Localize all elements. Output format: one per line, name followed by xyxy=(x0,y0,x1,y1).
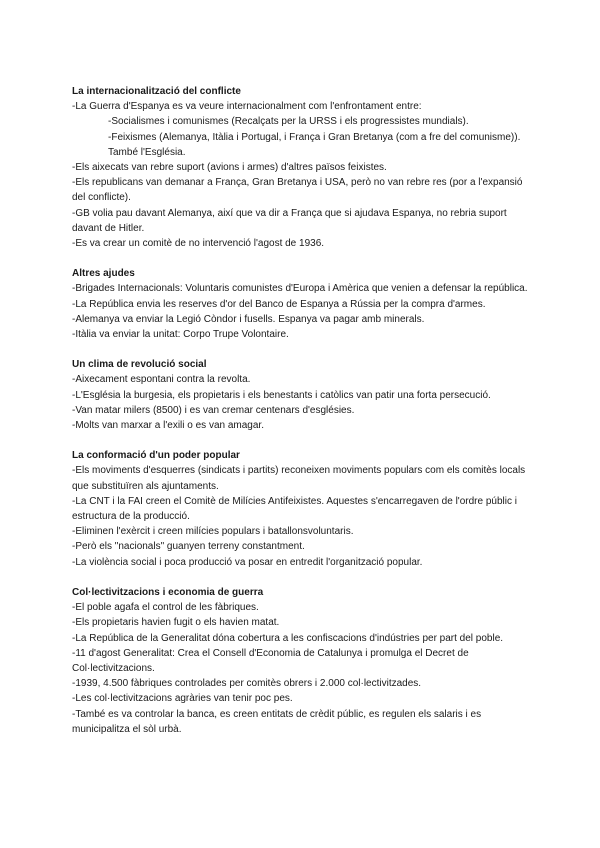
section-heading: Un clima de revolució social xyxy=(72,359,207,371)
section-poder-popular xyxy=(72,448,534,570)
list-item: -Alemanya va enviar la Legió Còndor i fusells. Espanya va pagar amb minerals. xyxy=(72,313,425,325)
list-item: -1939, 4.500 fàbriques controlades per comitès obrers i 2.000 col·lectivitzades. xyxy=(72,678,422,690)
section-internacionalitzacio xyxy=(72,84,534,251)
list-item: -L'Església la burgesia, els propietaris i els benestants i catòlics van patir una forta persecució. xyxy=(72,389,491,401)
list-item: -Es va crear un comitè de no intervenció l'agost de 1936. xyxy=(72,238,325,250)
list-item: -També es va controlar la banca, es creen entitats de crèdit públic, es regulen els salaris i es municipalitza el sòl urbà. xyxy=(72,708,482,735)
list-item: -Els propietaris havien fugit o els havien matat. xyxy=(72,617,280,629)
list-item-indented: -Feixismes (Alemanya, Itàlia i Portugal, i França i Gran Bretanya (com a fre del comunisme)). També l'Església. xyxy=(108,131,521,158)
section-clima-revolucio xyxy=(72,357,534,433)
document-body xyxy=(72,84,534,752)
list-item: -La CNT i la FAI creen el Comitè de Milícies Antifeixistes. Aquestes s'encarregaven de l'ordre públic i estructura de la producció. xyxy=(72,495,517,523)
section-heading: La conformació d'un poder popular xyxy=(72,450,240,462)
list-item: -Van matar milers (8500) i es van cremar centenars d'esglésies. xyxy=(72,404,355,416)
list-item: -La República envia les reserves d'or del Banco de Espanya a Rússia per la compra d'armes. xyxy=(72,298,486,310)
list-item: -Els republicans van demanar a França, Gran Bretanya i USA, però no van rebre res (por a l'expansió del conflicte). xyxy=(72,177,523,204)
section-heading: Altres ajudes xyxy=(72,268,135,280)
list-item: -El poble agafa el control de les fàbriques. xyxy=(72,602,259,614)
section-heading: La internacionalització del conflicte xyxy=(72,86,241,97)
list-item: -Itàlia va enviar la unitat: Corpo Trupe Volontaire. xyxy=(72,329,289,341)
list-item: -Els moviments d'esquerres (sindicats i partits) reconeixen moviments populars com els comitès locals que substituïren als ajuntaments. xyxy=(72,465,526,492)
list-item: -Brigades Internacionals: Voluntaris comunistes d'Europa i Amèrica que venien a defensar la república. xyxy=(72,283,528,295)
section-altres-ajudes xyxy=(72,266,534,342)
list-item: -La violència social i poca producció va posar en entredit l'organització popular. xyxy=(72,556,423,568)
list-item: -Molts van marxar a l'exili o es van amagar. xyxy=(72,420,264,432)
list-item-indented: -Socialismes i comunismes (Recalçats per la URSS i els progressistes mundials). xyxy=(108,116,469,128)
list-item: -Eliminen l'exèrcit i creen milícies populars i batallonsvoluntaris. xyxy=(72,526,354,538)
list-item: -Però els "nacionals" guanyen terreny constantment. xyxy=(72,541,305,553)
list-item: -Els aixecats van rebre suport (avions i armes) d'altres països feixistes. xyxy=(72,162,387,174)
list-item: -La República de la Generalitat dóna cobertura a les confiscacions d'indústries per part del poble. xyxy=(72,632,504,644)
section-heading: Col·lectivitzacions i economia de guerra xyxy=(72,586,264,598)
list-item: -Les col·lectivitzacions agràries van tenir poc pes. xyxy=(72,693,293,705)
list-item: -GB volia pau davant Alemanya, així que va dir a França que si ajudava Espanya, no rebria suport davant de Hitler. xyxy=(72,207,507,234)
section-collectivitzacions xyxy=(72,585,534,737)
list-item: -La Guerra d'Espanya es va veure internacionalment com l'enfrontament entre: xyxy=(72,101,422,113)
list-item: -Aixecament espontani contra la revolta. xyxy=(72,374,251,386)
list-item: -11 d'agost Generalitat: Crea el Consell d'Economia de Catalunya i promulga el Decret de Col·lectivitzacions. xyxy=(72,647,469,674)
